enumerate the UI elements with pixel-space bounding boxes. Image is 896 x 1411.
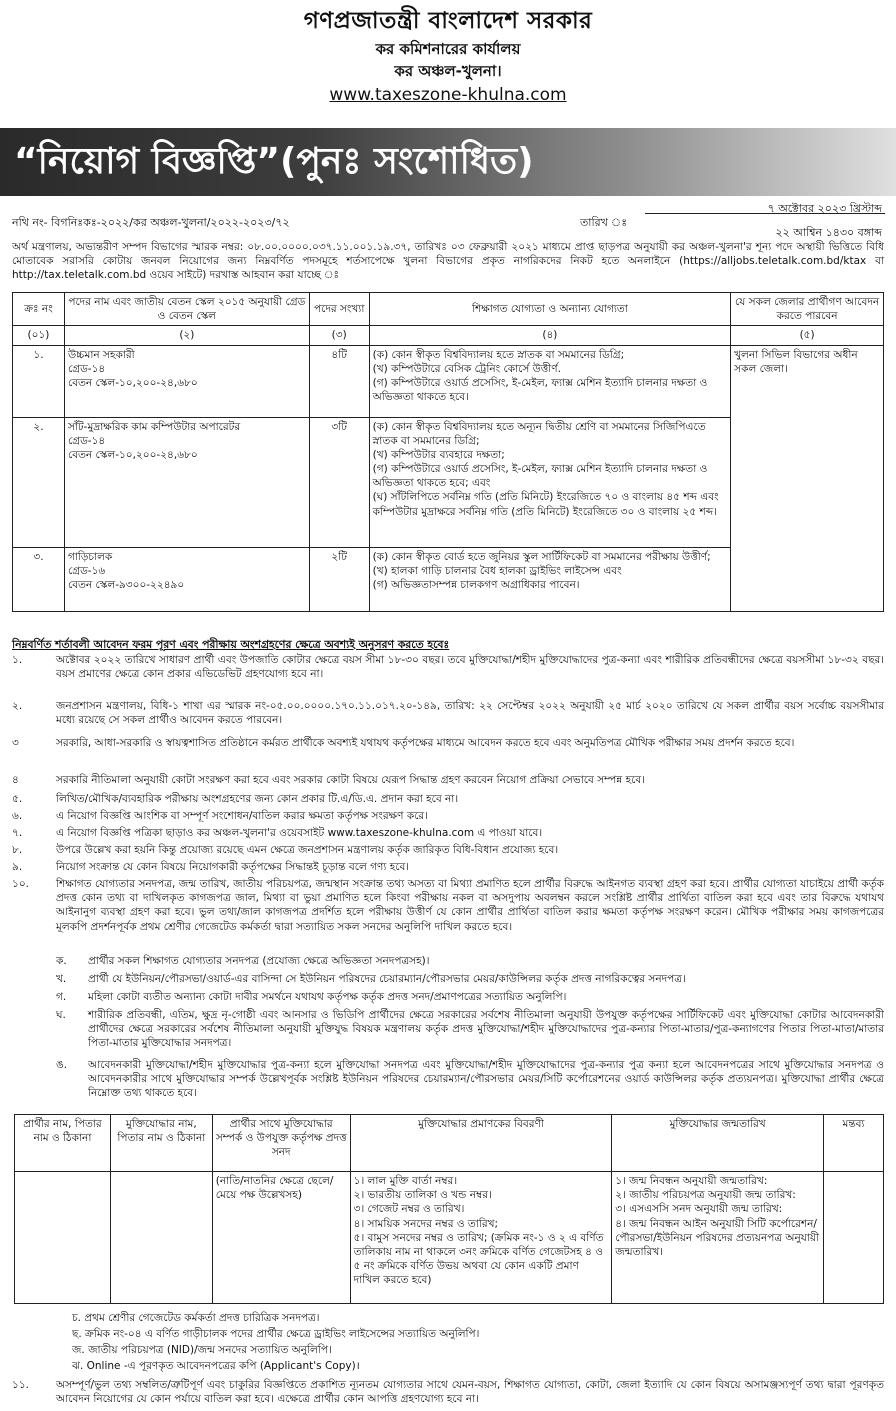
post-count: ২টি	[309, 547, 369, 611]
ff-cell-empty	[110, 1172, 212, 1304]
vacancy-table	[12, 292, 884, 612]
zone-title: কর অঞ্চল-খুলনা।	[394, 62, 502, 81]
vacancy-numbering-row	[13, 326, 884, 345]
post-cell	[64, 417, 309, 547]
notice-title: “নিয়োগ বিজ্ঞপ্তি”(পুনঃ সংশোধিত)	[14, 141, 534, 182]
sub-condition-text: শারীরিক প্রতিবন্ধী, এতিম, ক্ষুদ্র নৃ-গোষ্ঠী এবং আনসার ও ভিডিপি প্রার্থীদের ক্ষেত্রে সরকারের সর্বশেষ নীতিমালা অনুযায়ী উপযুক্ত কর্তৃপক্ষের সার্টিফিকেট এবং মুক্তিযোদ্ধা কোটার আবেদনকারী প্রার্থীদের ক্ষেত্রে সরকারের সর্বশেষ নীতিমালা অনুযায়ী মুক্তিযুদ্ধ বিষয়ক মন্ত্রণালয় কর্তৃক প্রদত্ত মুক্তিযোদ্ধা/শহীদ মুক্তিযোদ্ধাদের পুত্র-কন্যার পিতা-মাতার/পুত্র-কন্যাগণের পিতার পিতা-মাতা/মাতার পিতা-মাতার মুক্তিযোদ্ধার সনদপত্র।	[88, 1009, 884, 1050]
sub-condition-text: মহিলা কোটা ব্যতীত অন্যান্য কোটা দাবীর সমর্থনে যথাযথ কর্তৃপক্ষ কর্তৃক প্রদত্ত সনদ/প্রমাণপত্রের সত্যায়িত অনুলিপি।	[88, 991, 567, 1003]
col-number: (০১)	[13, 326, 65, 345]
condition-item	[12, 809, 884, 823]
date-divider	[645, 213, 885, 214]
document-item: চ. প্রথম শ্রেণীর গেজেটেড কর্মকর্তা প্রদত্ত চারিত্রিক সনদপত্র।	[72, 1312, 320, 1324]
condition-number: ৪	[12, 774, 19, 786]
col-serial-header: ক্রঃ নং	[13, 293, 65, 326]
document-item: ঝ. Online -এ পূরণকৃত আবেদনপত্রের কপি (Applicant's Copy)।	[72, 1360, 360, 1372]
condition-item	[12, 736, 884, 750]
intro-paragraph: অর্থ মন্ত্রণালয়, অভ্যন্তরীণ সম্পদ বিভাগের স্মারক নম্বর: ০৮.০০.০০০০.০৩৭.১১.০০১.১৯.৩৭, তারিখঃ ০৩ ফেব্রুয়ারী ২০২১ মাধ্যমে প্রাপ্ত ছাড়পত্র অনুযায়ী কর অঞ্চল-খুলনা'র শূন্য পদে অস্থায়ী ভিত্তিতে বিধি মোতাবেক সরাসরি কোটায় জনবল নিয়োগের জন্য নিম্নবর্ণিত পদসমূহে শর্তসাপেক্ষে খুলনা বিভাগের প্রকৃত নাগরিকদের নিকট হতে অনলাইনে (https://alljobs.teletalk.com.bd/ktax বা http://tax.teletalk.com.bd ওয়েব সাইটে) দরখাস্ত আহবান করা যাচ্ছে ঃ	[12, 241, 884, 282]
qualification-cell: (ক) কোন স্বীকৃত বিশ্ববিদ্যালয় হতে স্নাতক বা সমমানের ডিগ্রি; (খ) কম্পিউটারে বেসিক ট্রেনিং কোর্সে উত্তীর্ণ. (গ) কম্পিউটারে ওয়ার্ড প্রসেসিং, ই-মেইল, ফ্যাক্স মেশিন ইত্যাদি চালনার দক্ষতা ও অভিজ্ঞতা থাকতে হবে।	[369, 345, 731, 417]
post-count: ৩টি	[309, 417, 369, 547]
condition-item	[12, 653, 884, 681]
condition-text: শিক্ষাগত যোগ্যতার সনদপত্র, জন্ম তারিখ, জাতীয় পরিচয়পত্র, জন্মস্থান সংক্রান্ত তথ্য অসত্য বা মিথ্যা প্রমাণিত হলে প্রার্থীর বিরুদ্ধে আইনগত ব্যবস্থা গ্রহণ করা হবে। প্রার্থীর যোগ্যতা যাচাইয়ে প্রার্থী কর্তৃক প্রদত্ত কোন তথ্য বা দাখিলকৃত কাগজপত্র জাল, মিথ্যা বা ভুয়া প্রমাণিত হলে কিংবা পরীক্ষায় নকল বা অসদুপায় অবলম্বন করলে সংশ্লিষ্ট প্রার্থীর প্রার্থিতা বাতিল করা হবে এবং তার বিরুদ্ধে যথাযথ আইনানুগ ব্যবস্থা গ্রহণ করা হবে। ভুল তথ্য/জাল কাগজপত্র প্রদর্শিত হলে পরীক্ষায় উত্তীর্ণ যে কোন প্রার্থীর প্রার্থিতা বাতিল করার ক্ষমতা কর্তৃপক্ষ সংরক্ষণ করেন। মৌখিক পরীক্ষার সময় কাগজপত্রের মূলকপি প্রদর্শনপূর্বক প্রথম শ্রেণীর গেজেটেড কর্মকর্তা দ্বারা সত্যায়িত সকল সনদের অনুলিপি দাখিল করতে হবে।	[56, 878, 884, 933]
post-scale: বেতন স্কেল-১০,২০০-২৪,৬৮০	[67, 448, 198, 461]
sub-condition-item	[56, 1058, 884, 1101]
condition-text: অক্টোবর ২০২২ তারিখে সাধারণ প্রার্থী এবং উপজাতি কোটার ক্ষেত্রে বয়স সীমা ১৮-৩০ বছর। তবে মুক্তিযোদ্ধা/শহীদ মুক্তিযোদ্ধাদের পুত্র-কন্যা এবং শারীরিক প্রতিবন্ধীদের ক্ষেত্রে বয়সসীমা ১৮-৩২ বছর। বয়স প্রমাণের ক্ষেত্রে কোন প্রকার এভিডেভিট গ্রহণযোগ্য হবে না।	[56, 654, 884, 681]
row-serial: ২.	[13, 417, 65, 547]
condition-text: উপরে উল্লেখ করা হয়নি কিন্তু প্রয়োজ্য রয়েছে এমন ক্ষেত্রে জনপ্রশাসন মন্ত্রণালয় কর্তৃক জারিকৃত বিধি-বিধান প্রযোজ্য হবে।	[56, 844, 559, 856]
condition-item	[12, 826, 884, 840]
post-cell	[64, 547, 309, 611]
ff-header-row	[15, 1115, 884, 1172]
post-name: গাড়িচালক	[67, 550, 113, 563]
conditions-title: নিম্নবর্ণিত শর্তাবলী আবেদন ফরম পূরণ এবং পরীক্ষায় অংশগ্রহণের ক্ষেত্রে অবশ্যই অনুসরণ করতে হবেঃ	[12, 638, 450, 651]
condition-number: ৮.	[12, 844, 23, 856]
ff-col-header: মন্তব্য	[824, 1115, 884, 1172]
condition-item	[12, 1378, 884, 1406]
condition-number: ১০.	[12, 878, 29, 890]
freedom-fighter-table	[14, 1114, 884, 1304]
sub-condition-item	[56, 1008, 884, 1051]
website-link[interactable]: www.taxeszone-khulna.com	[329, 84, 567, 105]
document-item: জ. জাতীয় পরিচয়পত্র (NID)/জন্ম সনদের সত্যায়িত অনুলিপি।	[72, 1344, 332, 1356]
condition-number: ১১.	[12, 1379, 29, 1391]
col-number: (৩)	[309, 326, 369, 345]
condition-text: সরকারি নীতিমালা অনুযায়ী কোটা সংরক্ষণ করা হবে এবং সরকার কোটা বিষয়ে যেরূপ সিদ্ধান্ত গ্রহণ করবেন নিয়োগ প্রক্রিয়া সেভাবে সম্পন্ন হবে।	[56, 774, 645, 786]
ff-cell-empty	[15, 1172, 111, 1304]
col-count-header: পদের সংখ্যা	[309, 293, 369, 326]
ff-col-header: মুক্তিযোদ্ধার প্রমাণকের বিবরণী	[350, 1115, 612, 1172]
ff-relation-note: (নাতি/নাতনির ক্ষেত্রে ছেলে/মেয়ে পক্ষ উল্লেখসহ)	[212, 1172, 350, 1304]
condition-number: ৩	[12, 737, 19, 749]
sub-condition-letter: ক.	[56, 955, 67, 967]
col-number: (২)	[64, 326, 309, 345]
sub-condition-item	[56, 990, 884, 1004]
letterhead	[0, 6, 896, 106]
condition-number: ৯.	[12, 861, 23, 873]
condition-text: সরকারি, আধা-সরকারি ও স্বায়ত্বশাসিত প্রতিষ্ঠানে কর্মরত প্রার্থীকে অবশ্যই যথাযথ কর্তৃপক্ষের মাধ্যমে আবেদন করতে হবে এবং অনুমতিপত্র মৌখিক পরীক্ষার সময় প্রদর্শন করতে হবে।	[56, 737, 795, 749]
government-title: গণপ্রজাতন্ত্রী বাংলাদেশ সরকার	[303, 8, 593, 34]
eligible-districts: খুলনা সিভিল বিভাগের অধীন সকল জেলা।	[731, 345, 884, 611]
office-title: কর কমিশনারের কার্যালয়	[375, 40, 521, 59]
ff-col-header: প্রার্থীর নাম, পিতার নাম ও ঠিকানা	[15, 1115, 111, 1172]
col-post-header: পদের নাম এবং জাতীয় বেতন স্কেল ২০১৫ অনুযায়ী গ্রেড ও বেতন স্কেল	[64, 293, 309, 326]
row-serial: ১.	[13, 345, 65, 417]
sub-condition-letter: খ.	[56, 973, 67, 985]
sub-condition-letter: ঙ.	[56, 1059, 68, 1071]
notice-banner	[0, 128, 896, 196]
condition-text: লিখিত/মৌখিক/ব্যবহারিক পরীক্ষায় অংশগ্রহণের জন্য কোন প্রকার টি.এ/ডি.এ. প্রদান করা হবে না।	[56, 793, 459, 805]
condition-item	[12, 773, 884, 787]
post-grade: গ্রেড-১৪	[67, 434, 106, 447]
ff-col-header: প্রার্থীর সাথে মুক্তিযোদ্ধার সম্পর্ক ও উপযুক্ত কর্তৃপক্ষ প্রদত্ত সনদ	[212, 1115, 350, 1172]
sub-condition-text: প্রার্থী যে ইউনিয়ন/পৌরসভা/ওয়ার্ড-এর বাসিন্দা সে ইউনিয়ন পরিষদের চেয়ারম্যান/পৌরসভার মেয়র/কাউন্সিলর কর্তৃক প্রদত্ত নাগরিকত্বের সনদপত্র।	[88, 973, 686, 985]
bangla-date: ২২ আশ্বিন ১৪৩০ বঙ্গাব্দ	[775, 226, 882, 239]
condition-text: অসম্পূর্ণ/ভুল তথ্য সম্বলিত/ত্রুটিপূর্ণ এবং চাকুরির বিজ্ঞপ্তিতে প্রকাশিত ন্যূনতম যোগ্যতার সাথে যেমন-বয়স, শিক্ষাগত যোগ্যতা, কোটা, জেলা ইত্যাদি যে কোন বিষয়ে অসামঞ্জস্যপূর্ণ তথ্য দ্বারা পূরণকৃত আবেদন নিয়োগের যে কোন পর্যায়ে বাতিল করা হবে। এক্ষেত্রে প্রার্থীর কোন আপত্তি গ্রহণযোগ্য হবে না।	[56, 1379, 884, 1406]
qualification-cell: (ক) কোন স্বীকৃত বোর্ড হতে জুনিয়র স্কুল সার্টিফিকেট বা সমমানের পরীক্ষায় উত্তীর্ণ; (খ) হালকা গাড়ি চালনার বৈধ হালকা ড্রাইভিং লাইসেন্স এবং (গ) অভিজ্ঞতাসম্পন্ন চালকগণ অগ্রাধিকার পাবেন।	[369, 547, 731, 611]
condition-number: ২.	[12, 700, 23, 712]
date-label: তারিখ ঃ	[580, 216, 628, 229]
condition-number: ১.	[12, 654, 23, 666]
table-row	[13, 345, 884, 417]
condition-number: ৭.	[12, 827, 23, 839]
sub-condition-item	[56, 954, 884, 968]
condition-item	[12, 699, 884, 727]
col-qualification-header: শিক্ষাগত যোগ্যতা ও অন্যান্য যোগ্যতা	[369, 293, 731, 326]
col-number: (৪)	[369, 326, 731, 345]
condition-item	[12, 877, 884, 934]
post-cell	[64, 345, 309, 417]
post-scale: বেতন স্কেল-১০,২০০-২৪,৬৮০	[67, 376, 198, 389]
document-item: ছ. ক্রমিক নং-০৪ এ বর্ণিত গাড়ীচালক পদের প্রার্থীর ক্ষেত্রে ড্রাইভিং লাইসেন্সের সত্যায়িত অনুলিপি।	[72, 1328, 480, 1340]
condition-text: এ নিয়োগ বিজ্ঞপ্তি পত্রিকা ছাড়াও কর অঞ্চল-খুলনা'র ওয়েবসাইট www.taxeszone-khulna.com এ পাওয়া যাবে।	[56, 827, 543, 839]
condition-text: নিয়োগ সংক্রান্ত যে কোন বিষয়ে নিয়োগকারী কর্তৃপক্ষের সিদ্ধান্তই চূড়ান্ত বলে গণ্য হবে।	[56, 861, 410, 873]
post-name: উচ্চমান সহকারী	[67, 348, 135, 361]
english-date: ৭ অক্টোবর ২০২৩ খ্রিস্টাব্দ	[767, 202, 882, 215]
sub-condition-item	[56, 972, 884, 986]
row-serial: ৩.	[13, 547, 65, 611]
sub-condition-letter: ঘ.	[56, 1009, 66, 1021]
ff-proof-list: ১। লাল মুক্তি বার্তা নম্বর। ২। ভারতীয় তালিকা ও খন্ড নম্বর। ৩। গেজেট নম্বর ও তারিখ। ৪। সাময়িক সনদের নম্বর ও তারিখ; ৫। বামুস সনদের নম্বর ও তারিখ; (ক্রমিক নং-১ ও ২ এ বর্ণিত তালিকায় নাম না থাকলে ৩নং ক্রমিকে বর্ণিত গেজেটসহ ৪ ও ৫ নং ক্রমিকে বর্ণিত উভয় অথবা যে কোন একটি প্রমাণ দাখিল করতে হবে)	[350, 1172, 612, 1304]
condition-number: ৫.	[12, 793, 23, 805]
qualification-cell: (ক) কোন স্বীকৃত বিশ্ববিদ্যালয় হতে অন্যূন দ্বিতীয় শ্রেণি বা সমমানের সিজিপিএতে স্নাতক বা সমমানের ডিগ্রি; (খ) কম্পিউটার ব্যবহারে দক্ষতা; (গ) কম্পিউটারে ওয়ার্ড প্রসেসিং, ই-মেইল, ফ্যাক্স মেশিন ইত্যাদি চালনার দক্ষতা ও অভিজ্ঞতা থাকতে হবে; এবং (ঘ) সাঁটলিপিতে সর্বনিম্ন গতি (প্রতি মিনিটে) ইংরেজিতে ৭০ ও বাংলায় ৪৫ শব্দ এবং কম্পিউটার মুদ্রাক্ষরে সর্বনিম্ন গতি (প্রতি মিনিটে) ইংরেজিতে ৩০ ও বাংলায় ২৫ শব্দ।	[369, 417, 731, 547]
post-grade: গ্রেড-১৪	[67, 362, 106, 375]
condition-number: ৬.	[12, 810, 23, 822]
post-grade: গ্রেড-১৬	[67, 564, 106, 577]
sub-condition-letter: গ.	[56, 991, 67, 1003]
ff-col-header: মুক্তিযোদ্ধার জন্মতারিখ	[612, 1115, 824, 1172]
sub-condition-text: আবেদনকারী মুক্তিযোদ্ধা/শহীদ মুক্তিযোদ্ধার পুত্র-কন্যা হলে মুক্তিযোদ্ধা সনদপত্র এবং মুক্তিযোদ্ধা/শহীদ মুক্তিযোদ্ধাদের পুত্র-কন্যার পুত্র কন্যা হলে আবেদনপত্রের সাথে মুক্তিযোদ্ধার সনদপত্র ও আবেদনকারীর সাথে মুক্তিযোদ্ধার সম্পর্ক উল্লেখপূর্বক সংশ্লিষ্ট ইউনিয়ন পরিষদের চেয়ারম্যান/পৌরসভার মেয়র/সিটি কর্পোরেশনের ওয়ার্ড কাউন্সিলর কর্তৃক প্রত্যয়নপত্র। মুক্তিযোদ্ধা প্রার্থীর ক্ষেত্রে নিম্নোক্ত তথ্য থাকতে হবে।	[88, 1059, 884, 1100]
vacancy-header-row	[13, 293, 884, 326]
post-scale: বেতন স্কেল-৯৩০০-২২৪৯০	[67, 578, 185, 591]
sub-condition-text: প্রার্থীর সকল শিক্ষাগত যোগ্যতার সনদপত্র (প্রযোজ্য ক্ষেত্রে অভিজ্ঞতা সনদপত্রসহ)।	[88, 955, 430, 967]
condition-item	[12, 792, 884, 806]
ff-data-row	[15, 1172, 884, 1304]
col-district-header: যে সকল জেলার প্রার্থীগণ আবেদন করতে পারবেন	[731, 293, 884, 326]
ff-birthdate-list: ১। জন্ম নিবন্ধন অনুযায়ী জন্মতারিখ: ২। জাতীয় পরিচয়পত্র অনুযায়ী জন্ম তারিখ: ৩। এসএসসি সনদ অনুযায়ী জন্ম তারিখ: ৪। জন্ম নিবন্ধন আইন অনুযায়ী সিটি কর্পোরেশন/পৌরসভা/ইউনিয়ন পরিষদের প্রত্যয়নপত্র অনুযায়ী জন্মতারিখ।	[612, 1172, 824, 1304]
post-count: ৪টি	[309, 345, 369, 417]
condition-item	[12, 860, 884, 874]
condition-item	[12, 843, 884, 857]
file-number: নথি নং- বিগনিঃকঃ-২০২২/কর অঞ্চল-খুলনা/২০২২-২০২৩/৭২	[12, 216, 290, 229]
ff-col-header: মুক্তিযোদ্ধার নাম, পিতার নাম ও ঠিকানা	[110, 1115, 212, 1172]
condition-text: এ নিয়োগ বিজ্ঞপ্তি আংশিক বা সম্পূর্ণ সংশোধন/বাতিল করার ক্ষমতা কর্তৃপক্ষ সংরক্ষণ করে।	[56, 810, 428, 822]
col-number: (৫)	[731, 326, 884, 345]
post-name: সাঁট-মুদ্রাক্ষরিক কাম কম্পিউটার অপারেটর	[67, 420, 241, 433]
ff-cell-empty	[824, 1172, 884, 1304]
condition-text: জনপ্রশাসন মন্ত্রণালয়, বিধি-১ শাখা এর স্মারক নং-০৫.০০.০০০০.১৭০.১১.০১৭.২০-১৪৯, তারিখ: ২২ সেপ্টেম্বর ২০২২ অনুযায়ী ২৫ মার্চ ২০২০ তারিখে যে সকল প্রার্থীর বয়স সর্বোচ্চ বয়সসীমার মধ্যে রয়েছে সে সকল প্রার্থীও আবেদন করতে পারবেন।	[56, 700, 884, 727]
